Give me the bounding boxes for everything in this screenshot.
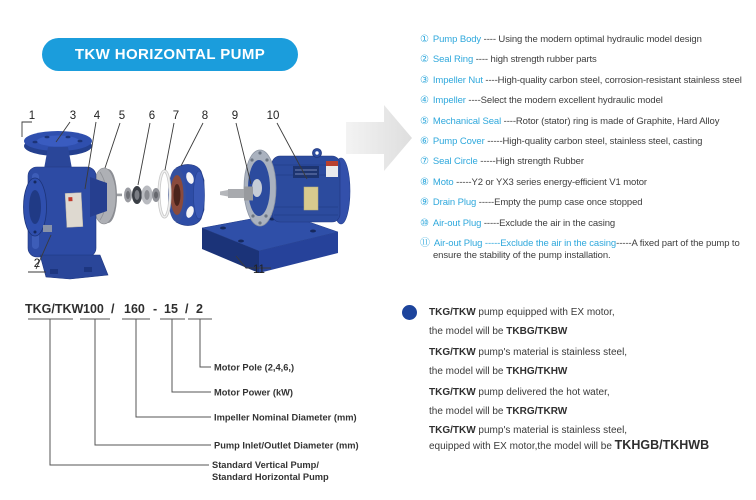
part-name: Air-out Plug -----Exclude the air in the casing [433, 237, 617, 249]
callout-5: 5 [118, 110, 126, 122]
right-arrow-icon [346, 105, 412, 171]
part-desc: -----Empty the pump case once stopped [476, 197, 643, 209]
item-number: ③ [420, 74, 429, 86]
callout-7: 7 [172, 110, 180, 122]
model-label: Motor Pole (2,4,6,) [214, 362, 295, 373]
part-name: Pump Body [432, 34, 482, 45]
motor-illustration [220, 149, 350, 227]
model-segment: TKG/TKW [25, 302, 84, 316]
item-number: ⑩ [420, 217, 429, 229]
bullet-dot-icon [402, 305, 417, 320]
parts-list [420, 34, 756, 272]
list-item [420, 95, 756, 106]
model-segment: / [111, 302, 115, 316]
list-item [420, 116, 756, 127]
part-desc: ----High-quality carbon steel, corrosion-resistant stainless steel [482, 74, 742, 86]
callout-9: 9 [231, 110, 239, 122]
list-item [420, 75, 756, 86]
callout-3: 3 [69, 110, 77, 122]
part-name: Drain Plug [432, 197, 477, 209]
note-line: TKG/TKW pump delivered the hot water, the model will be TKRG/TKRW [429, 387, 610, 417]
part-name: Seal Circle [432, 156, 478, 168]
part-desc: -----High-quality carbon steel, stainless steel, casting [484, 135, 703, 147]
model-code-diagram [25, 300, 365, 490]
model-segment: 100 [83, 302, 104, 316]
list-item [420, 136, 756, 147]
callout-11: 11 [253, 264, 265, 276]
list-item [420, 197, 756, 208]
model-label: Pump Inlet/Outlet Diameter (mm) [214, 440, 359, 451]
note-line: TKG/TKW pump's material is stainless steel, equipped with EX motor,the model will be TKHGB/TKHWB [429, 425, 710, 452]
part-name: Air-out Plug [432, 217, 482, 229]
item-number: ② [420, 54, 429, 66]
model-label: Motor Power (kW) [214, 387, 294, 398]
item-number: ⑤ [420, 115, 429, 127]
variants-text [429, 303, 709, 456]
callout-2: 2 [33, 258, 41, 270]
list-item [420, 54, 756, 65]
model-segment: 15 [164, 302, 178, 316]
callout-1: 1 [28, 110, 36, 122]
list-item [420, 156, 756, 167]
pump-exploded-diagram [10, 95, 430, 290]
part-name: Moto [432, 176, 454, 188]
item-number: ④ [420, 95, 429, 107]
mechanical-seal-illustration [114, 186, 160, 205]
item-number: ① [420, 34, 429, 45]
callout-10: 10 [266, 110, 280, 122]
model-label: Standard Vertical Pump/ [212, 460, 319, 470]
model-segment: - [153, 302, 158, 316]
pump-body-illustration [24, 131, 109, 279]
model-segment: / [185, 302, 189, 316]
part-name: Mechanical Seal [432, 115, 502, 127]
item-number: ⑪ [420, 237, 430, 249]
part-name: Pump Cover [432, 135, 485, 147]
model-variants-note [402, 303, 747, 456]
list-item [420, 238, 756, 263]
callout-6: 6 [148, 110, 156, 122]
list-item [420, 34, 756, 45]
list-item [420, 218, 756, 229]
item-number: ⑦ [420, 156, 429, 168]
item-number: ⑨ [420, 197, 429, 209]
model-segment: 2 [196, 302, 203, 316]
part-name: Impeller Nut [432, 74, 483, 86]
part-desc: ----Select the modern excellent hydraulic model [465, 95, 663, 107]
model-label: Impeller Nominal Diameter (mm) [214, 412, 357, 423]
title-banner [42, 38, 298, 71]
part-name: Impeller [432, 95, 466, 107]
callout-8: 8 [201, 110, 209, 122]
item-number: ⑧ [420, 176, 429, 188]
model-label: Standard Horizontal Pump [212, 472, 329, 482]
note-line: TKG/TKW pump's material is stainless steel, the model will be TKHG/TKHW [429, 347, 628, 377]
part-name: Seal Ring [432, 54, 474, 66]
item-number: ⑥ [420, 135, 429, 147]
model-segment: 160 [124, 302, 145, 316]
part-desc: ---- Using the modern optimal hydraulic model design [481, 34, 702, 45]
part-desc: -----Exclude the air in the casing [481, 217, 616, 229]
part-desc: -----Y2 or YX3 series energy-efficient V1 motor [453, 176, 647, 188]
part-desc: -----A fixed part of the pump to ensure the stability of the pump installation. [433, 237, 740, 262]
part-desc: ----Rotor (stator) ring is made of Graphite, Hard Alloy [501, 115, 720, 127]
page-title: TKW HORIZONTAL PUMP [74, 46, 266, 63]
pump-cover-illustration [168, 164, 205, 225]
note-line: TKG/TKW pump equipped with EX motor, the model will be TKBG/TKBW [429, 307, 615, 337]
callout-4: 4 [93, 110, 101, 122]
list-item [420, 177, 756, 188]
part-desc: -----High strength Rubber [477, 156, 584, 168]
part-desc: ---- high strength rubber parts [473, 54, 597, 66]
